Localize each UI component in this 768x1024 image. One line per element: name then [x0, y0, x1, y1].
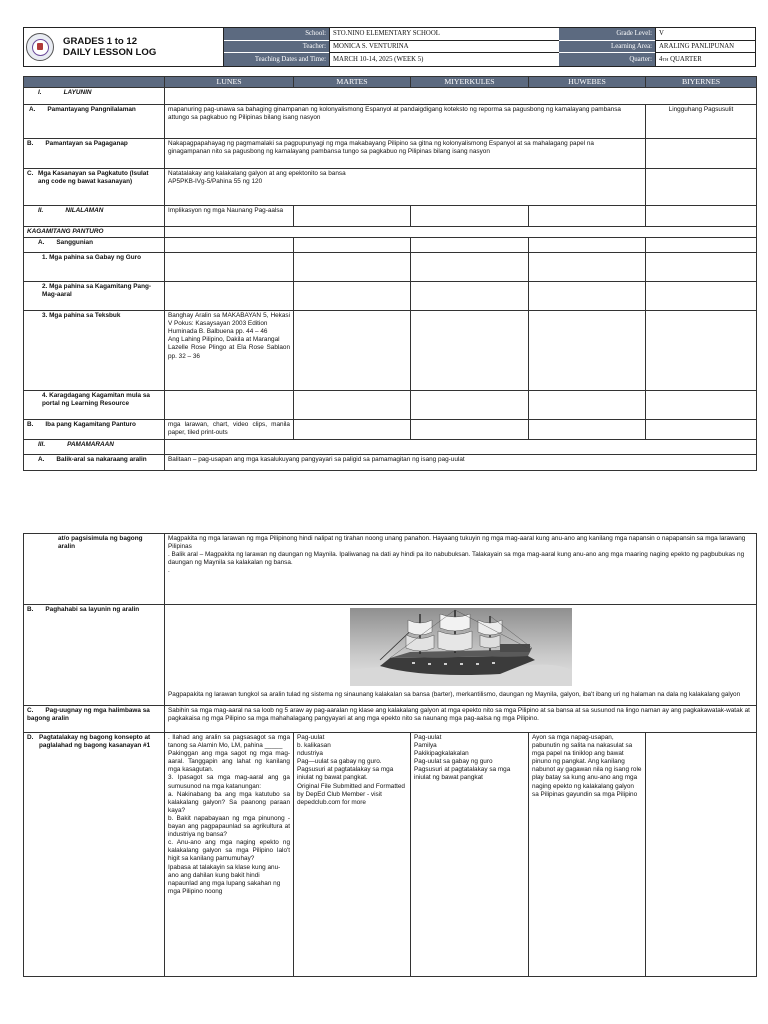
sanggunian-miyerkules [411, 238, 529, 253]
sanggunian-lunes [165, 238, 294, 253]
karagdagang-miyerkules [411, 391, 529, 420]
day-lunes: LUNES [165, 77, 294, 88]
gabay-biyernes [646, 253, 757, 282]
karagdagang-huwebes [529, 391, 646, 420]
teksbuk-miyerkules [411, 311, 529, 391]
sanggunian-huwebes [529, 238, 646, 253]
kagamitang-mag-lunes [165, 282, 294, 311]
iba-miyerkules [411, 420, 529, 440]
row-iba-pang-kagamitan [24, 420, 757, 440]
c-content: Natatalakay ang kalakalang galyon at ang epektonito sa bansa AP5PKB-IVg-5/Pahina 55 ng 120 [165, 169, 646, 206]
header [23, 27, 756, 67]
kagamitang-label: KAGAMITANG PANTURO [24, 227, 165, 238]
row-gabay [24, 253, 757, 282]
b-content: Nakapagpapahayag ng pagmamalaki sa pagpupunyagi ng mga makabayang Pilipino sa gitna ng kolonyalismong Espanyol at sa mahalagang papel na ginagampanan nito sa pagusbong ng kamalayang pambansa tungo sa pagkabuo ng Pilipinas bilang isang nasyon [165, 139, 646, 169]
quarter-label: Quarter: [559, 53, 655, 66]
gabay-huwebes [529, 253, 646, 282]
grade-label: Grade Level: [559, 28, 655, 41]
day-huwebes: HUWEBES [529, 77, 646, 88]
a-label: A. Pamantayang Pangnilalaman [24, 105, 165, 139]
lesson-table-1 [23, 76, 757, 471]
quarter-suffix: TH [662, 57, 669, 63]
row-sanggunian [24, 238, 757, 253]
row-pagtatalakay [24, 733, 757, 977]
pagtatalakay-martes: Pag-uulat b. kalikasan ndustriya Pag—uulat sa gabay ng guro. Pagsusuri at pagtatalakay sa mga iniulat ng bawat pangkat. Original File Submitted and Formatted by DepEd Club Member - visit depedclub.com for more [294, 733, 411, 977]
row-balik-aral [24, 455, 757, 471]
row-pag-uugnay [24, 706, 757, 733]
kagamitang-mag-huwebes [529, 282, 646, 311]
nilalaman-biyernes [646, 206, 757, 227]
blank-header [24, 77, 165, 88]
karagdagang-martes [294, 391, 411, 420]
b-friday [646, 139, 757, 169]
row-teksbuk [24, 311, 757, 391]
school-label: School: [224, 28, 329, 41]
teksbuk-label: 3. Mga pahina sa Teksbuk [24, 311, 165, 391]
day-biyernes: BIYERNES [646, 77, 757, 88]
c-friday [646, 169, 757, 206]
sanggunian-martes [294, 238, 411, 253]
pamamaraan-label: III. PAMAMARAAN [24, 440, 165, 455]
pagsisimula-content: Magpakita ng mga larawan ng mga Pilipinong hindi nalipat ng tirahan noong unang panahon. Hayaang tukuyin ng mga mag-aaral kung anu-ano ang kanilang mga napansin o napapansin sa mga larawang Pilipinas . Balik aral – Magpakita ng larawan ng daungan ng Maynila. Ipaliwanag na dati ay hindi pa ito nabubuksan. Talakayain sa mga mag-aaral kung anu-ano ang mga maaring naging epekto ng pagbubukas ng daungan ng Maynila sa kalakalan ng bansa. . [165, 534, 757, 605]
pagtatalakay-miyerkules: Pag-uulat Pamilya Pakikipagkalakalan Pag-uulat sa gabay ng guro Pagsusuri at pagtatalakay sa mga iniulat ng bawat pangkat [411, 733, 529, 977]
pagtatalakay-label: D. Pagtatalakay ng bagong konsepto at paglalahad ng bagong kasanayan #1 [24, 733, 165, 977]
nilalaman-martes [294, 206, 411, 227]
gabay-martes [294, 253, 411, 282]
title-line-1: GRADES 1 to 12 [63, 36, 138, 47]
deped-seal-icon [26, 33, 54, 61]
row-layunin [24, 88, 757, 105]
nilalaman-huwebes [529, 206, 646, 227]
pagtatalakay-lunes: . Ilahad ang aralin sa pagsasagot sa mga tanong sa Alamin Mo, LM, pahina _____ Pakinggan ang mga sagot ng mga mag-aaral. Tanggapin ang lahat ng kanilang mga kasagutan. 3. Ipasagot sa mga mag-aaral ang ga sumusunod na mga katanungan: a. Nakinabang ba ang mga katutubo sa kalakalang galyon? Sa paanong paraan kaya? b. Bakit napabayaan ng mga pinunong -bayan ang pagpapaunlad sa agrikultura at industriya ng bansa? c. Anu-ano ang mga naging epekto ng kalakalang galyon sa mga Pilipino lalo't higit sa kanilang pamumuhay? Ipabasa at talakayin sa klase kung anu-ano ang dahilan kung bakit hindi napaunlad ang mga lupang sakahan ng mga Pilipino noong [165, 733, 294, 977]
nilalaman-miyerkules [411, 206, 529, 227]
kagamitang-content [165, 227, 757, 238]
row-karagdagang [24, 391, 757, 420]
balik-label: A. Balik-aral sa nakaraang aralin [24, 455, 165, 471]
layunin-label: I. LAYUNIN [24, 88, 165, 105]
balik-content: Balitaan – pag-usapan ang mga kasalukuyang pangyayari sa paligid sa pamamagitan ng isang pag-uulat [165, 455, 757, 471]
galleon-ship-image [350, 608, 572, 686]
lesson-log-page-2 [23, 533, 756, 977]
gabay-miyerkules [411, 253, 529, 282]
header-info-grid [224, 28, 755, 66]
grade-value: V [655, 28, 755, 41]
pamamaraan-content [165, 440, 757, 455]
teksbuk-lunes: Banghay Aralin sa MAKABAYAN 5, Hekasi V Pokus: Kasaysayan 2003 Edition Huminada B. Balbuena pp. 44 – 46 Ang Lahing Pilipino, Dakila at Marangal Lazelle Rose Plingo at Ela Rose Sablaon pp. 32 – 36 [165, 311, 294, 391]
teacher-label: Teacher: [224, 41, 329, 54]
title-line-2: DAILY LESSON LOG [63, 47, 157, 58]
dates-value: MARCH 10-14, 2025 (WEEK 5) [329, 53, 559, 66]
lesson-table-2 [23, 533, 757, 977]
row-pagsisimula [24, 534, 757, 605]
layunin-content [165, 88, 757, 105]
days-header-row [24, 77, 757, 88]
kagamitang-mag-martes [294, 282, 411, 311]
school-value: STO.NINO ELEMENTARY SCHOOL [329, 28, 559, 41]
row-pamamaraan [24, 440, 757, 455]
teksbuk-huwebes [529, 311, 646, 391]
row-pamantayan-pagaganap [24, 139, 757, 169]
day-martes: MARTES [294, 77, 411, 88]
area-value: ARALING PANLIPUNAN [655, 41, 755, 54]
row-kagamitang-mag-aaral [24, 282, 757, 311]
iba-martes [294, 420, 411, 440]
paghahabi-content: Pagpapakita ng larawan tungkol sa aralin tulad ng sistema ng sinaunang kalakalan sa bansa (barter), merkantilismo, daungan ng Maynila, galyon, iba't ibang uri ng halaman na dala ng kalakalang galyon [165, 605, 757, 706]
header-title [63, 36, 156, 58]
nilalaman-lunes: Implikasyon ng mga Naunang Pag-aalsa [165, 206, 294, 227]
pag-uugnay-content: Sabihin sa mga mag-aaral na sa loob ng 5 araw ay pag-aaralan ng klase ang kalakalang galyon at mga epekto nito sa mga Pilipino at sa bansa at sa susunod na lingo naman ay ang pagkakawatak-watak at pagkakaisa ng mga Pilipino sa mga mahahalagang pangyayari at ang mga epekto nito sa naunang mga pag-aalsa ng mga Pilipino. [165, 706, 757, 733]
pagtatalakay-biyernes [646, 733, 757, 977]
iba-huwebes [529, 420, 646, 440]
teacher-value: MONICA S. VENTURINA [329, 41, 559, 54]
teksbuk-martes [294, 311, 411, 391]
iba-biyernes [646, 420, 757, 440]
row-kasanayan [24, 169, 757, 206]
pag-uugnay-label: C. Pag-uugnay ng mga halimbawa sa bagong aralin [24, 706, 165, 733]
b-label: B. Pamantayan sa Pagaganap [24, 139, 165, 169]
sanggunian-biyernes [646, 238, 757, 253]
kagamitang-mag-miyerkules [411, 282, 529, 311]
area-label: Learning Area: [559, 41, 655, 54]
quarter-value [655, 53, 755, 66]
sanggunian-label: A. Sanggunian [24, 238, 165, 253]
lesson-log-page-1 [23, 27, 756, 471]
karagdagang-label: 4. Karagdagang Kagamitan mula sa portal ng Learning Resource [24, 391, 165, 420]
karagdagang-lunes [165, 391, 294, 420]
kagamitang-mag-label: 2. Mga pahina sa Kagamitang Pang-Mag-aaral [24, 282, 165, 311]
dates-label: Teaching Dates and Time: [224, 53, 329, 66]
row-pamantayang-pangnilalaman [24, 105, 757, 139]
iba-lunes: mga larawan, chart, video clips, manila paper, tiled print-outs [165, 420, 294, 440]
gabay-label: 1. Mga pahina sa Gabay ng Guro [24, 253, 165, 282]
row-nilalaman [24, 206, 757, 227]
quarter-word: QUARTER [670, 56, 702, 64]
karagdagang-biyernes [646, 391, 757, 420]
teksbuk-biyernes [646, 311, 757, 391]
kagamitang-mag-biyernes [646, 282, 757, 311]
a-friday: Lingguhang Pagsusulit [646, 105, 757, 139]
gabay-lunes [165, 253, 294, 282]
pagsisimula-label: at/o pagsisimula ng bagong aralin [24, 534, 165, 605]
iba-label: B. Iba pang Kagamitang Panturo [24, 420, 165, 440]
paghahabi-label: B. Paghahabi sa layunin ng aralin [24, 605, 165, 706]
row-paghahabi [24, 605, 757, 706]
header-brand [24, 28, 224, 66]
nilalaman-label: II. NILALAMAN [24, 206, 165, 227]
a-content: mapanuring pag-unawa sa bahaging ginampanan ng kolonyalismong Espanyol at pandaigdigang koteksto ng reporma sa pagusbong ng kamalayang pambansa attungo sa pagkabuo ng Pilipinas bilang isang nasyon [165, 105, 646, 139]
day-miyerkules: MIYERKULES [411, 77, 529, 88]
pagtatalakay-huwebes: Ayon sa mga napag-usapan, pabunutin ng salita na nakasulat sa mga papel na tiniklop ang bawat pinuno ng pangkat. Ang kanilang nabunot ay gagawan nila ng isang role play batay sa kung anu-ano ang mga naging epekto ng kalakalang galyon sa Pilipinas gayundin sa mga Pilipino [529, 733, 646, 977]
c-label: C. Mga Kasanayan sa Pagkatuto (Isulat ang code ng bawat kasanayan) [24, 169, 165, 206]
quarter-number: 4 [659, 56, 663, 64]
row-kagamitang [24, 227, 757, 238]
